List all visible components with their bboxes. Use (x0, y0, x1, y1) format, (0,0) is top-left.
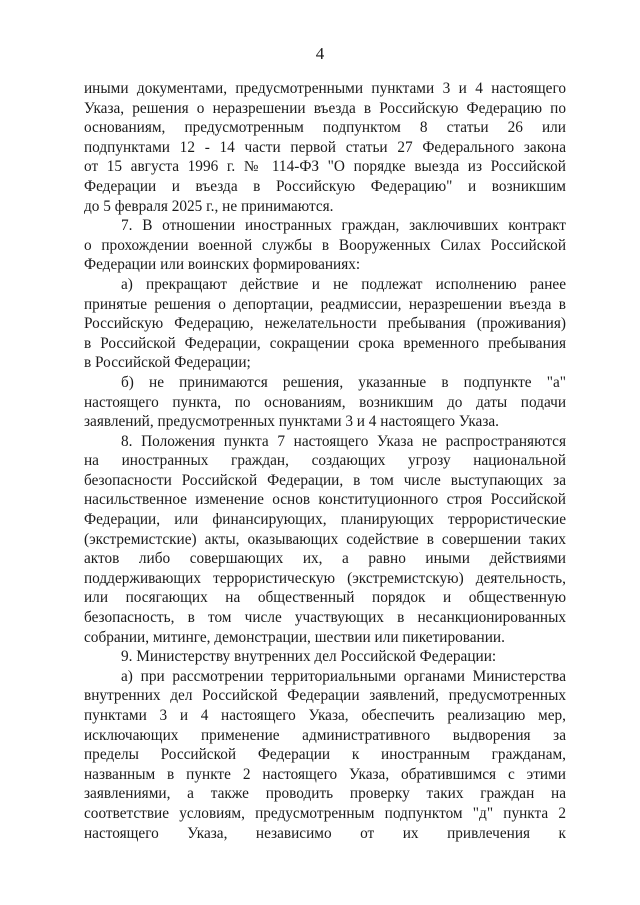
text-line: в Российской Федерации, сокращении срока временного пребывания (84, 334, 566, 352)
text-line: настоящего Указа, независимо от их привлечения к (84, 824, 566, 842)
text-line: безопасность, в том числе участвующих в несанкционированных (84, 609, 566, 627)
document-body (84, 79, 566, 843)
text-line: от 15 августа 1996 г. № 114-ФЗ "О порядке выезда из Российской (84, 158, 566, 176)
text-line: Федерации, или финансирующих, планирующих террористические (84, 511, 566, 529)
text-line: 8. Положения пункта 7 настоящего Указа не распространяются (121, 432, 566, 450)
page-number: 4 (315, 44, 325, 63)
text-line: названным в пункте 2 настоящего Указа, обратившимся с этими (84, 765, 566, 783)
text-line: или посягающих на общественный порядок и общественную (84, 589, 566, 607)
text-line: 7. В отношении иностранных граждан, заключивших контракт (121, 217, 566, 235)
text-line: поддерживающих террористическую (экстремистскую) деятельность, (84, 569, 566, 587)
text-line: до 5 февраля 2025 г., не принимаются. (84, 197, 334, 215)
text-line: о прохождении военной службы в Вооруженных Силах Российской (84, 236, 566, 254)
text-line: заявлений, предусмотренных пунктами 3 и 4 настоящего Указа. (84, 413, 499, 431)
text-line: подпунктами 12 - 14 части первой статьи 27 Федерального закона (84, 138, 566, 156)
text-line: Российскую Федерацию, нежелательности пребывания (проживания) (84, 315, 566, 333)
text-line: безопасности Российской Федерации, в том числе выступающих за (84, 471, 566, 489)
text-line: иными документами, предусмотренными пунктами 3 и 4 настоящего (84, 80, 566, 97)
text-line: собрании, митинге, демонстрации, шествии или пикетировании. (84, 628, 505, 646)
text-line: Указа, решения о неразрешении въезда в Российскую Федерацию по (84, 99, 566, 117)
text-line: пунктами 3 и 4 настоящего Указа, обеспечить реализацию мер, (84, 707, 566, 724)
text-line: принятые решения о депортации, реадмиссии, неразрешении въезда в (84, 295, 566, 313)
text-line: соответствие условиям, предусмотренным подпунктом "д" пункта 2 (84, 804, 566, 822)
text-line: а) прекращают действие и не подлежат исполнению ранее (121, 275, 566, 293)
text-line: Федерации или воинских формированиях: (84, 256, 361, 274)
text-line: Федерации и въезда в Российскую Федерацию" и возникшим (84, 177, 566, 195)
text-line: в Российской Федерации; (84, 354, 251, 372)
text-line: основаниям, предусмотренным подпунктом 8 статьи 26 или (84, 119, 566, 137)
text-line: 9. Министерству внутренних дел Российской Федерации: (121, 648, 497, 666)
text-line: а) при рассмотрении территориальными органами Министерства (121, 667, 566, 685)
text-line: настоящего пункта, по основаниям, возникшим до даты подачи (84, 393, 566, 411)
text-line: насильственное изменение основ конституционного строя Российской (84, 491, 566, 509)
text-line: внутренних дел Российской Федерации заявлений, предусмотренных (84, 687, 566, 705)
text-line: актов либо совершающих их, а равно иными действиями (84, 550, 566, 568)
text-line: заявлениями, а также проводить проверку таких граждан на (84, 785, 566, 803)
text-line: (экстремистские) акты, оказывающих содействие в совершении таких (84, 530, 566, 548)
text-line: пределы Российской Федерации к иностранным гражданам, (84, 746, 566, 764)
text-line: б) не принимаются решения, указанные в подпункте "а" (121, 373, 566, 391)
text-line: на иностранных граждан, создающих угрозу национальной (84, 452, 566, 470)
text-line: исключающих применение административного выдворения за (84, 726, 566, 744)
